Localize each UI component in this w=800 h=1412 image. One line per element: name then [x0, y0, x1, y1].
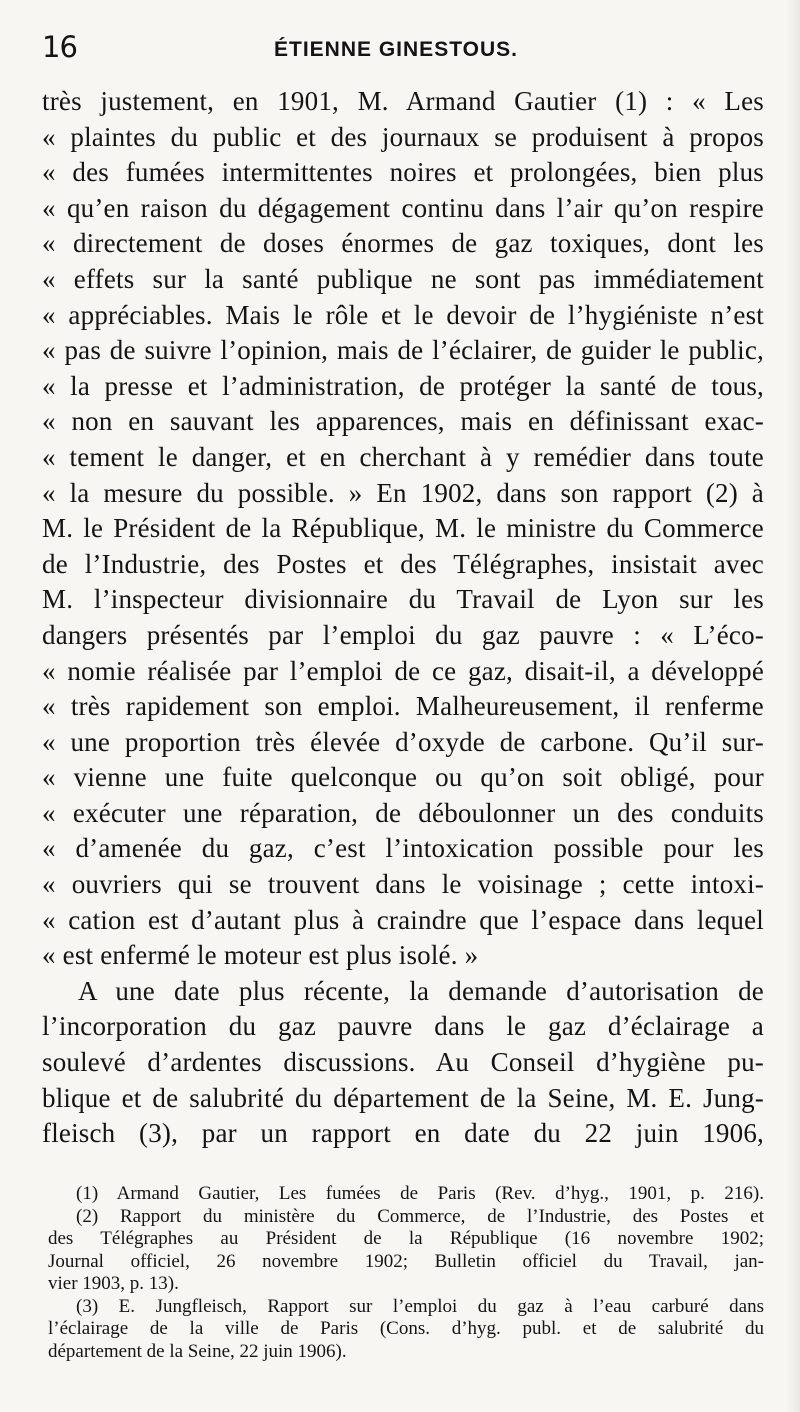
- footnote-line: (2) Rapport du ministère du Commerce, de l’Industrie, des Postes et: [76, 1205, 764, 1227]
- body-line: « cation est d’autant plus à craindre que l’espace dans lequel: [42, 904, 764, 935]
- body-line: « des fumées intermittentes noires et prolongées, bien plus: [42, 157, 764, 188]
- footnote-line: vier 1903, p. 13).: [48, 1273, 179, 1294]
- footnotes: [48, 1183, 764, 1363]
- footnote-line: Journal officiel, 26 novembre 1902; Bulletin officiel du Travail, jan-: [48, 1250, 764, 1272]
- body-line: de l’Industrie, des Postes et des Télégraphes, insistait avec: [42, 548, 764, 579]
- footnote-line: (1) Armand Gautier, Les fumées de Paris (Rev. d’hyg., 1901, p. 216).: [76, 1183, 764, 1204]
- body-line: « très rapidement son emploi. Malheureusement, il renferme: [42, 691, 764, 722]
- footnote-line: département de la Seine, 22 juin 1906).: [48, 1340, 347, 1362]
- paragraph-start-line: A une date plus récente, la demande d’autorisation de: [78, 975, 764, 1006]
- body-line: blique et de salubrité du département de la Seine, M. E. Jung-: [42, 1082, 764, 1113]
- body-line: très justement, en 1901, M. Armand Gautier (1) : « Les: [42, 86, 764, 116]
- running-head: ÉTIENNE GINESTOUS.: [274, 38, 518, 61]
- page-edge-shadow: [786, 0, 800, 1412]
- footnote-line: (3) E. Jungfleisch, Rapport sur l’emploi du gaz à l’eau carburé dans: [76, 1295, 764, 1317]
- body-line: l’incorporation du gaz pauvre dans le gaz d’éclairage a: [42, 1011, 764, 1042]
- body-line: « non en sauvant les apparences, mais en définissant exac-: [42, 406, 764, 437]
- body-line: « nomie réalisée par l’emploi de ce gaz, disait-il, a développé: [42, 655, 764, 686]
- body-line: « vienne une fuite quelconque ou qu’on soit obligé, pour: [42, 762, 764, 793]
- body-line: « une proportion très élevée d’oxyde de carbone. Qu’il sur-: [42, 726, 764, 757]
- body-line: M. l’inspecteur divisionnaire du Travail de Lyon sur les: [42, 584, 764, 615]
- body-line: « directement de doses énormes de gaz toxiques, dont les: [42, 228, 764, 259]
- body-line: dangers présentés par l’emploi du gaz pauvre : « L’éco-: [42, 619, 764, 650]
- page-number: 16: [42, 30, 77, 64]
- body-line: « la presse et l’administration, de protéger la santé de tous,: [42, 370, 764, 401]
- body-line: « tement le danger, et en cherchant à y remédier dans toute: [42, 441, 764, 472]
- body-line: « la mesure du possible. » En 1902, dans son rapport (2) à: [42, 477, 764, 508]
- body-line: « ouvriers qui se trouvent dans le voisinage ; cette intoxi-: [42, 869, 764, 900]
- body-line: soulevé d’ardentes discussions. Au Conseil d’hygiène pu-: [42, 1047, 764, 1078]
- body-line: « d’amenée du gaz, c’est l’intoxication possible pour les: [42, 833, 764, 864]
- body-text: [42, 84, 764, 1152]
- body-line: « est enfermé le moteur est plus isolé. »: [42, 940, 479, 971]
- body-line: « effets sur la santé publique ne sont pas immédiatement: [42, 263, 764, 294]
- footnote-line: des Télégraphes au Président de la République (16 novembre 1902;: [48, 1228, 764, 1249]
- footnote-line: l’éclairage de la ville de Paris (Cons. d’hyg. publ. et de salubrité du: [48, 1318, 764, 1339]
- body-line: « pas de suivre l’opinion, mais de l’éclairer, de guider le public,: [42, 335, 764, 366]
- body-line: « exécuter une réparation, de déboulonner un des conduits: [42, 797, 764, 828]
- body-line: « plaintes du public et des journaux se produisent à propos: [42, 121, 764, 152]
- body-line: « appréciables. Mais le rôle et le devoir de l’hygiéniste n’est: [42, 299, 764, 330]
- body-line: M. le Président de la République, M. le ministre du Commerce: [42, 513, 764, 544]
- body-line: « qu’en raison du dégagement continu dans l’air qu’on respire: [42, 192, 764, 223]
- page-header: [42, 30, 762, 70]
- body-line: fleisch (3), par un rapport en date du 22 juin 1906,: [42, 1118, 764, 1149]
